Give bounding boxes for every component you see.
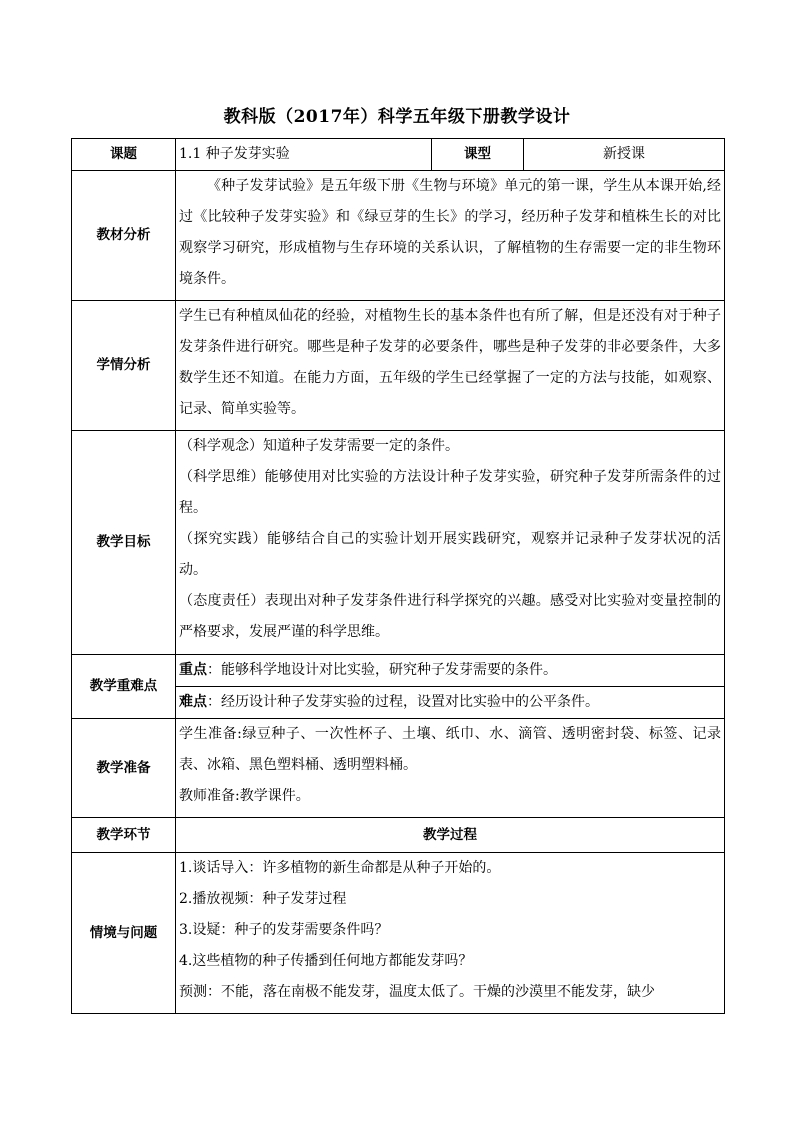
page-title: 教科版（2017年）科学五年级下册教学设计 (223, 107, 571, 127)
student-analysis-label: 学情分析 (72, 301, 176, 431)
difficult-point-text: ：经历设计种子发芽实验的过程，设置对比实验中的公平条件。 (207, 694, 599, 710)
topic-label: 课题 (72, 139, 176, 171)
key-point-tag: 重点 (179, 662, 207, 678)
type-label: 课型 (432, 139, 524, 171)
material-analysis-row (72, 171, 725, 301)
situation-label: 情境与问题 (72, 853, 176, 1014)
student-analysis-row (72, 301, 725, 431)
preparation-label: 教学准备 (72, 719, 176, 818)
difficult-point-tag: 难点 (179, 694, 207, 710)
goal-item: （科学思维）能够使用对比实验的方法设计种子发芽实验，研究种子发芽所需条件的过程。 (179, 469, 721, 516)
goal-item: （探究实践）能够结合自己的实验计划开展实践研究，观察并记录种子发芽状况的活动。 (179, 531, 721, 578)
teaching-goals-label: 教学目标 (72, 431, 176, 655)
topic-row (72, 139, 725, 171)
process-label: 教学过程 (176, 818, 725, 853)
topic-value: 1.1 种子发芽实验 (176, 139, 432, 171)
material-analysis-label: 教材分析 (72, 171, 176, 301)
preparation-row (72, 719, 725, 818)
difficult-point-cell (176, 687, 725, 719)
situation-item: 预测：不能，落在南极不能发芽，温度太低了。干燥的沙漠里不能发芽，缺少 (179, 984, 655, 1000)
situation-item: 2.播放视频：种子发芽过程 (179, 891, 347, 907)
situation-item: 1.谈话导入：许多植物的新生命都是从种子开始的。 (179, 860, 501, 876)
process-header-row (72, 818, 725, 853)
key-points-label: 教学重难点 (72, 655, 176, 719)
key-point-row (72, 655, 725, 687)
teacher-preparation: 教师准备:教学课件。 (179, 788, 310, 804)
stage-label: 教学环节 (72, 818, 176, 853)
lesson-plan-table (71, 138, 725, 1014)
material-analysis-text: 《种子发芽试验》是五年级下册《生物与环境》单元的第一课，学生从本课开始,经过《比较种子发芽实验》和《绿豆芽的生长》的学习，经历种子发芽和植株生长的对比观察学习研究，形成植物与生存环境的关系认识，了解植物的生存需要一定的非生物环境条件。 (179, 178, 721, 287)
situation-item: 4.这些植物的种子传播到任何地方都能发芽吗？ (179, 953, 473, 969)
situation-row (72, 853, 725, 1014)
situation-item: 3.设疑：种子的发芽需要条件吗？ (179, 922, 389, 938)
key-point-text: ：能够科学地设计对比实验，研究种子发芽需要的条件。 (207, 662, 557, 678)
key-point-cell (176, 655, 725, 687)
goal-item: （态度责任）表现出对种子发芽条件进行科学探究的兴趣。感受对比实验对变量控制的严格要求，发展严谨的科学思维。 (179, 593, 721, 640)
type-value: 新授课 (524, 139, 725, 171)
teaching-goals-row (72, 431, 725, 655)
goal-item: （科学观念）知道种子发芽需要一定的条件。 (179, 438, 459, 454)
student-analysis-text: 学生已有种植凤仙花的经验，对植物生长的基本条件也有所了解，但是还没有对于种子发芽条件进行研究。哪些是种子发芽的必要条件，哪些是种子发芽的非必要条件，大多数学生还不知道。在能力方面，五年级的学生已经掌握了一定的方法与技能，如观察、记录、简单实验等。 (179, 308, 721, 417)
student-preparation: 学生准备:绿豆种子、一次性杯子、土壤、纸巾、水、滴管、透明密封袋、标签、记录表、冰箱、黑色塑料桶、透明塑料桶。 (179, 726, 721, 773)
